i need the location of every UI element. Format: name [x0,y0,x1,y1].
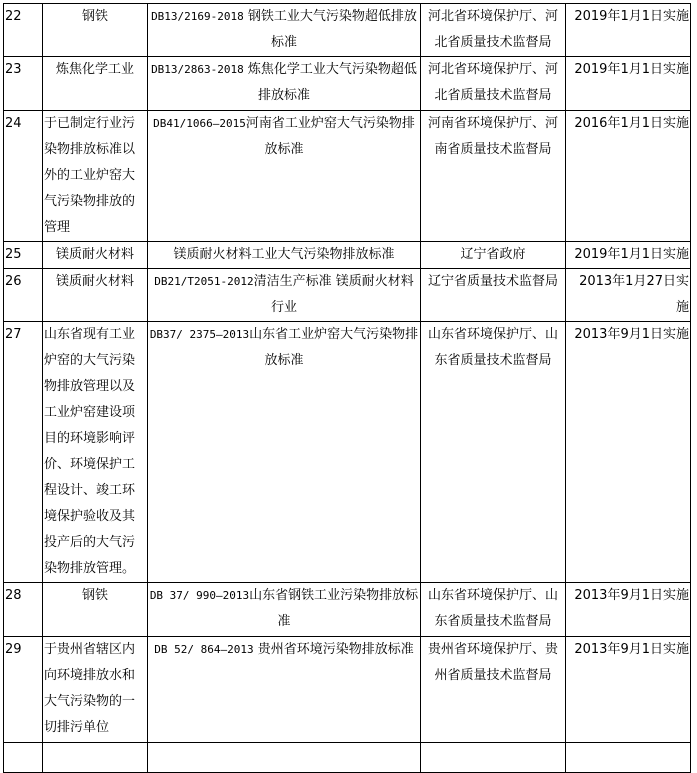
row-number: 27 [4,322,43,583]
standard-name: 炼焦化学工业大气污染物超低排放标准 [243,62,417,103]
standard-cell [148,637,421,743]
standard-code: DB13/2863-2018 [151,63,244,76]
row-number: 23 [4,57,43,111]
issuer-cell: 河北省环境保护厅、河北省质量技术监督局 [421,4,566,57]
standard-name: 清洁生产标准 镁质耐火材料行业 [253,274,414,315]
standard-code: DB37/ 2375—2013 [149,328,250,341]
standard-name: 山东省工业炉窑大气污染物排放标准 [249,327,419,368]
standard-name: 贵州省环境污染物排放标准 [253,642,414,657]
industry-cell: 钢铁 [43,4,148,57]
table-row-partial [4,743,691,773]
issuer-cell: 辽宁省质量技术监督局 [421,269,566,322]
issuer-cell: 河南省环境保护厅、河南省质量技术监督局 [421,111,566,242]
standard-name: 镁质耐火材料工业大气污染物排放标准 [173,247,395,262]
effective-date-cell: 2019年1月1日实施 [566,242,691,269]
standard-name: 河南省工业炉窑大气污染物排放标准 [245,116,415,157]
row-number: 28 [4,583,43,637]
standard-cell [148,269,421,322]
industry-cell: 于贵州省辖区内向环境排放水和大气污染物的一切排污单位 [43,637,148,743]
industry-cell: 炼焦化学工业 [43,57,148,111]
industry-cell: 镁质耐火材料 [43,269,148,322]
table-row [4,4,691,57]
issuer-cell: 河北省环境保护厅、河北省质量技术监督局 [421,57,566,111]
standard-cell [148,583,421,637]
industry-cell: 山东省现有工业炉窑的大气污染物排放管理以及工业炉窑建设项目的环境影响评价、环境保护工程设计、竣工环境保护验收及其投产后的大气污染物排放管理。 [43,322,148,583]
effective-date-cell: 2013年9月1日实施 [566,583,691,637]
standard-name: 钢铁工业大气污染物超低排放标准 [243,9,417,50]
standard-cell [148,111,421,242]
table-row [4,637,691,743]
standard-cell [148,4,421,57]
industry-cell: 钢铁 [43,583,148,637]
standard-cell [148,57,421,111]
effective-date-cell: 2019年1月1日实施 [566,4,691,57]
issuer-cell: 山东省环境保护厅、山东省质量技术监督局 [421,322,566,583]
table-row [4,111,691,242]
standard-cell [148,743,421,773]
effective-date-cell: 2019年1月1日实施 [566,57,691,111]
industry-cell: 镁质耐火材料 [43,242,148,269]
effective-date-cell: 2013年9月1日实施 [566,322,691,583]
standard-code: DB13/2169-2018 [151,10,244,23]
issuer-cell: 辽宁省政府 [421,242,566,269]
issuer-cell: 山东省环境保护厅、山东省质量技术监督局 [421,583,566,637]
row-number: 24 [4,111,43,242]
table-row [4,322,691,583]
table-row [4,269,691,322]
standard-code: DB21/T2051-2012 [154,275,254,288]
effective-date-cell: 2016年1月1日实施 [566,111,691,242]
row-number: 25 [4,242,43,269]
standard-code: DB41/1066—2015 [153,117,246,130]
standard-name: 山东省钢铁工业污染物排放标准 [249,588,419,629]
row-number: 26 [4,269,43,322]
industry-cell: 于已制定行业污染物排放标准以外的工业炉窑大气污染物排放的管理 [43,111,148,242]
table-row [4,583,691,637]
row-number [4,743,43,773]
effective-date-cell: 2013年9月1日实施 [566,637,691,743]
standard-cell [148,242,421,269]
row-number: 22 [4,4,43,57]
effective-date-cell: 2013年1月27日实施 [566,269,691,322]
standards-table [3,3,691,773]
standard-cell [148,322,421,583]
row-number: 29 [4,637,43,743]
table-row [4,57,691,111]
issuer-cell: 贵州省环境保护厅、贵州省质量技术监督局 [421,637,566,743]
industry-cell [43,743,148,773]
standard-code: DB 37/ 990—2013 [149,589,250,602]
table-row [4,242,691,269]
standard-code: DB 52/ 864—2013 [154,643,254,656]
issuer-cell [421,743,566,773]
effective-date-cell [566,743,691,773]
